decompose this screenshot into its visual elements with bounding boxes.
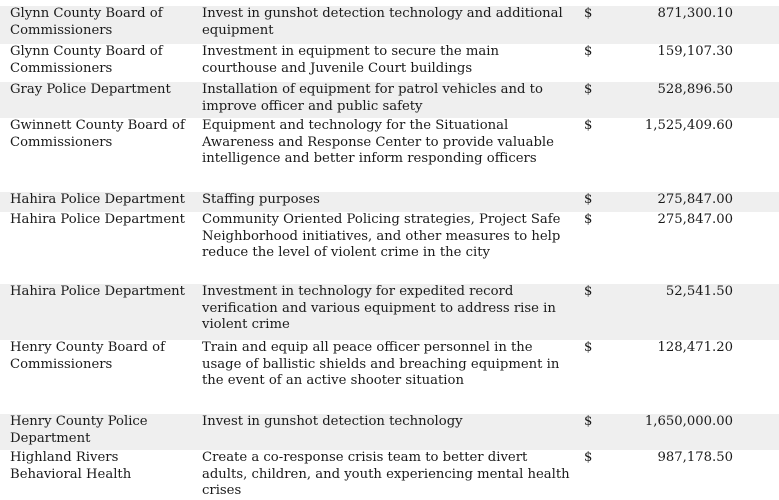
currency-cell: $ xyxy=(584,450,593,465)
amount-cell: 528,896.50 xyxy=(657,82,733,97)
amount-cell: 52,541.50 xyxy=(665,284,733,299)
agency-cell: Glynn County Board of Commissioners xyxy=(10,6,163,38)
agency-cell: Henry County Board of Commissioners xyxy=(10,340,165,372)
amount-cell: 275,847.00 xyxy=(657,212,733,227)
purpose-cell: Staffing purposes xyxy=(202,192,320,207)
agency-cell: Hahira Police Department xyxy=(10,192,185,207)
currency-cell: $ xyxy=(584,82,593,97)
currency-cell: $ xyxy=(584,414,593,429)
table-row xyxy=(0,118,779,192)
agency-cell: Gwinnett County Board of Commissioners xyxy=(10,118,185,150)
currency-cell: $ xyxy=(584,192,593,207)
amount-cell: 987,178.50 xyxy=(657,450,733,465)
purpose-cell: Train and equip all peace officer personnel in the usage of ballistic shields and breaching equipment in the event of an active shooter situation xyxy=(202,340,560,388)
amount-cell: 1,650,000.00 xyxy=(644,414,733,429)
purpose-cell: Community Oriented Policing strategies, Project Safe Neighborhood initiatives, and other measures to help reduce the level of violent crime in the city xyxy=(202,212,561,260)
purpose-cell: Installation of equipment for patrol vehicles and to improve officer and public safety xyxy=(202,82,543,114)
agency-cell: Gray Police Department xyxy=(10,82,171,97)
amount-cell: 275,847.00 xyxy=(657,192,733,207)
table-row xyxy=(0,192,779,212)
table-row xyxy=(0,212,779,284)
currency-cell: $ xyxy=(584,6,593,21)
purpose-cell: Investment in technology for expedited record verification and various equipment to address rise in violent crime xyxy=(202,284,556,332)
purpose-cell: Equipment and technology for the Situational Awareness and Response Center to provide valuable intelligence and better inform responding officers xyxy=(202,118,554,166)
amount-cell: 1,525,409.60 xyxy=(644,118,733,133)
agency-cell: Henry County Police Department xyxy=(10,414,148,446)
currency-cell: $ xyxy=(584,212,593,227)
purpose-cell: Invest in gunshot detection technology and additional equipment xyxy=(202,6,563,38)
amount-cell: 128,471.20 xyxy=(657,340,733,355)
currency-cell: $ xyxy=(584,284,593,299)
currency-cell: $ xyxy=(584,118,593,133)
agency-cell: Hahira Police Department xyxy=(10,212,185,227)
agency-cell: Glynn County Board of Commissioners xyxy=(10,44,163,76)
table-row xyxy=(0,450,779,498)
amount-cell: 159,107.30 xyxy=(657,44,733,59)
table-row xyxy=(0,414,779,450)
purpose-cell: Create a co-response crisis team to better divert adults, children, and youth experiencing mental health crises xyxy=(202,450,570,498)
table-row xyxy=(0,44,779,82)
currency-cell: $ xyxy=(584,44,593,59)
table-row xyxy=(0,6,779,44)
currency-cell: $ xyxy=(584,340,593,355)
purpose-cell: Invest in gunshot detection technology xyxy=(202,414,463,429)
table-row xyxy=(0,284,779,340)
table-row xyxy=(0,340,779,414)
agency-cell: Highland Rivers Behavioral Health xyxy=(10,450,132,482)
table-row xyxy=(0,82,779,118)
amount-cell: 871,300.10 xyxy=(657,6,733,21)
agency-cell: Hahira Police Department xyxy=(10,284,185,299)
purpose-cell: Investment in equipment to secure the main courthouse and Juvenile Court buildings xyxy=(202,44,499,76)
